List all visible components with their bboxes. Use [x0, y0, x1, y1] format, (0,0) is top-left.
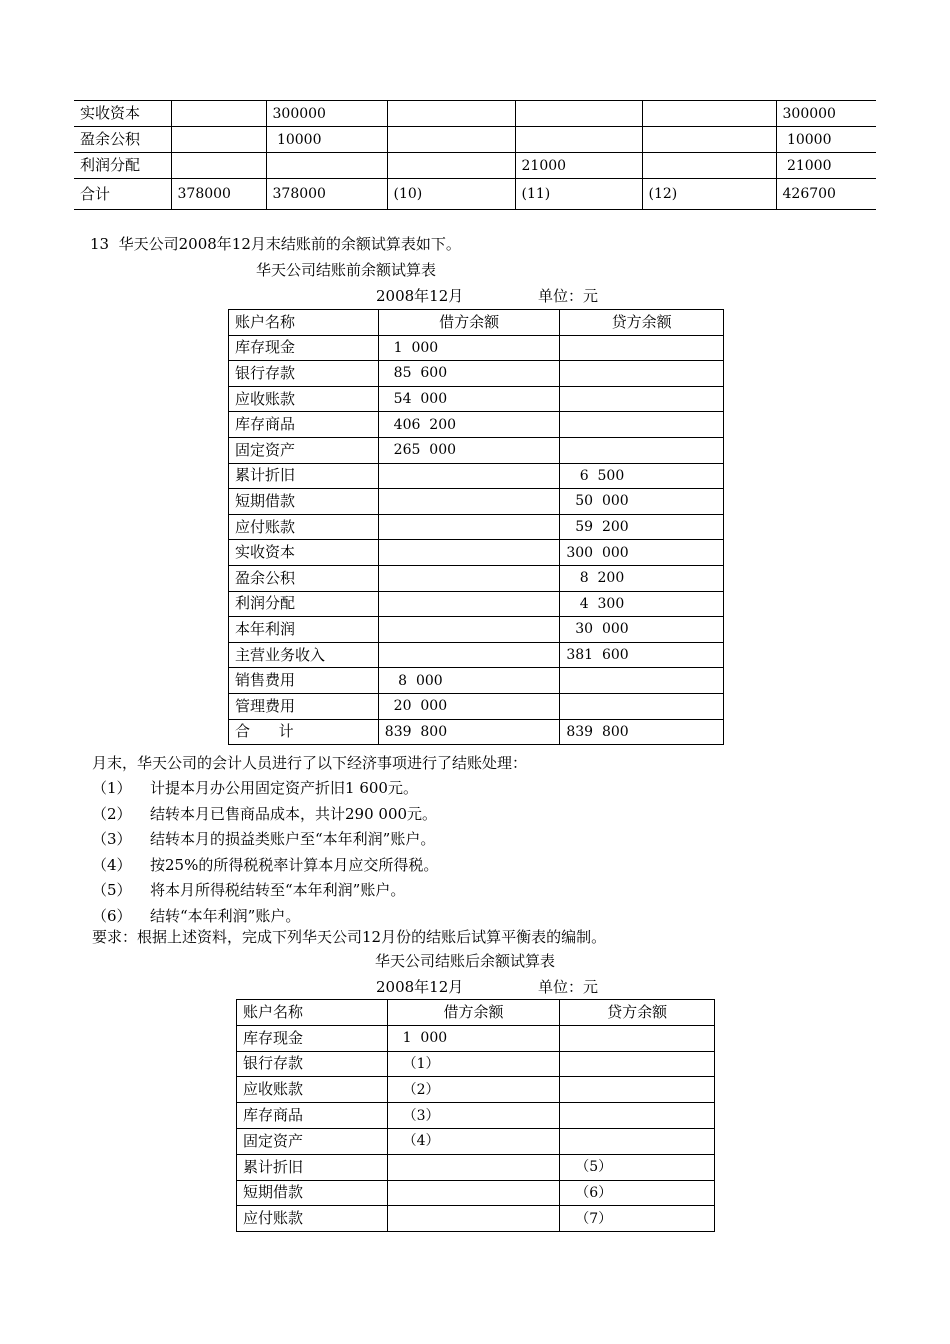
post-closing-period: 2008年12月	[376, 978, 464, 996]
credit-cell	[560, 668, 724, 694]
post-closing-table	[236, 999, 715, 1232]
credit-cell: 59 200	[560, 514, 724, 540]
account-name-cell: 固定资产	[237, 1128, 388, 1154]
value-cell: 10000	[266, 127, 387, 153]
credit-cell: 381 600	[560, 642, 724, 668]
debit-cell	[387, 1206, 560, 1232]
table-row	[229, 514, 724, 540]
account-name-cell: 实收资本	[74, 101, 171, 127]
debit-cell	[378, 463, 560, 489]
debit-cell	[378, 514, 560, 540]
value-cell: 21000	[776, 153, 876, 179]
debit-cell: （4）	[387, 1128, 560, 1154]
account-name-cell: 主营业务收入	[229, 642, 379, 668]
value-cell: (12)	[642, 179, 776, 210]
account-name-cell: 利润分配	[229, 591, 379, 617]
account-name-cell: 应收账款	[229, 386, 379, 412]
column-header: 借方余额	[378, 310, 560, 336]
account-name-cell: 银行存款	[237, 1051, 388, 1077]
value-cell: 300000	[266, 101, 387, 127]
header-row	[237, 1000, 715, 1026]
value-cell	[387, 153, 515, 179]
table-row	[229, 335, 724, 361]
table-row	[74, 179, 876, 210]
account-name-cell: 库存现金	[229, 335, 379, 361]
value-cell: 21000	[515, 153, 642, 179]
debit-cell	[378, 489, 560, 515]
value-cell: 10000	[776, 127, 876, 153]
value-cell	[642, 153, 776, 179]
value-cell	[387, 127, 515, 153]
table-row	[237, 1103, 715, 1129]
account-name-cell: 应付账款	[229, 514, 379, 540]
table-row	[229, 412, 724, 438]
credit-cell: 4 300	[560, 591, 724, 617]
account-name-cell: 固定资产	[229, 437, 379, 463]
column-header: 账户名称	[237, 1000, 388, 1026]
table-row	[237, 1077, 715, 1103]
pre-closing-table	[228, 309, 724, 745]
debit-cell: （2）	[387, 1077, 560, 1103]
credit-cell	[560, 361, 724, 387]
item-text: 计提本月办公用固定资产折旧1 600元。	[150, 779, 418, 797]
account-name-cell: 管理费用	[229, 693, 379, 719]
column-header: 借方余额	[387, 1000, 560, 1026]
requirement-text: 要求：根据上述资料，完成下列华天公司12月份的结账后试算平衡表的编制。	[92, 928, 607, 946]
debit-cell	[378, 591, 560, 617]
account-name-cell: 本年利润	[229, 617, 379, 643]
debit-cell	[378, 540, 560, 566]
table-row	[229, 642, 724, 668]
debit-cell: （3）	[387, 1103, 560, 1129]
account-name-cell: 利润分配	[74, 153, 171, 179]
value-cell	[171, 127, 266, 153]
value-cell	[171, 101, 266, 127]
debit-cell	[378, 642, 560, 668]
debit-cell: 265 000	[378, 437, 560, 463]
table-row	[74, 101, 876, 127]
item-number: （6）	[92, 907, 132, 925]
table-row	[229, 565, 724, 591]
account-name-cell: 实收资本	[229, 540, 379, 566]
value-cell	[642, 127, 776, 153]
column-header: 账户名称	[229, 310, 379, 336]
credit-cell: 8 200	[560, 565, 724, 591]
debit-cell	[387, 1154, 560, 1180]
table-row	[229, 693, 724, 719]
debit-cell	[378, 617, 560, 643]
account-name-cell: 库存商品	[237, 1103, 388, 1129]
debit-cell: 839 800	[378, 719, 560, 745]
column-header: 贷方余额	[560, 310, 724, 336]
account-name-cell: 短期借款	[229, 489, 379, 515]
value-cell	[515, 127, 642, 153]
credit-cell	[560, 386, 724, 412]
item-number: （5）	[92, 881, 132, 900]
credit-cell	[560, 1051, 715, 1077]
table-row	[229, 361, 724, 387]
value-cell: 300000	[776, 101, 876, 127]
credit-cell: 300 000	[560, 540, 724, 566]
credit-cell	[560, 335, 724, 361]
value-cell: 378000	[266, 179, 387, 210]
account-name-cell: 累计折旧	[237, 1154, 388, 1180]
credit-cell: （6）	[560, 1180, 715, 1206]
credit-cell: 50 000	[560, 489, 724, 515]
account-name-cell: 应收账款	[237, 1077, 388, 1103]
question-intro: 13 华天公司2008年12月末结账前的余额试算表如下。	[90, 235, 461, 253]
account-name-cell: 盈余公积	[229, 565, 379, 591]
value-cell: 378000	[171, 179, 266, 210]
table-row	[237, 1180, 715, 1206]
value-cell	[387, 101, 515, 127]
value-cell: (10)	[387, 179, 515, 210]
item-number: （4）	[92, 855, 132, 874]
credit-cell: 6 500	[560, 463, 724, 489]
account-name-cell: 库存商品	[229, 412, 379, 438]
table-row	[237, 1051, 715, 1077]
debit-cell: 406 200	[378, 412, 560, 438]
debit-cell: 20 000	[378, 693, 560, 719]
item-text: 结转本月已售商品成本，共计290 000元。	[150, 804, 438, 823]
item-number: （3）	[92, 830, 132, 849]
item-text: 结转本月的损益类账户至“本年利润”账户。	[150, 830, 436, 849]
value-cell	[266, 153, 387, 179]
account-name-cell: 累计折旧	[229, 463, 379, 489]
header-row	[229, 310, 724, 336]
table-row	[229, 489, 724, 515]
column-header: 贷方余额	[560, 1000, 715, 1026]
credit-cell: （5）	[560, 1154, 715, 1180]
table-row	[237, 1206, 715, 1232]
debit-cell: 85 600	[378, 361, 560, 387]
top-partial-table	[74, 100, 876, 210]
pre-closing-unit: 单位：元	[538, 287, 599, 305]
item-number: （1）	[92, 779, 132, 797]
credit-cell	[560, 1128, 715, 1154]
table-row	[229, 437, 724, 463]
table-row	[74, 153, 876, 179]
value-cell: (11)	[515, 179, 642, 210]
table-row	[237, 1025, 715, 1051]
account-name-cell: 短期借款	[237, 1180, 388, 1206]
debit-cell: 54 000	[378, 386, 560, 412]
account-name-cell: 盈余公积	[74, 127, 171, 153]
item-text: 将本月所得税结转至“本年利润”账户。	[150, 881, 406, 900]
credit-cell: 839 800	[560, 719, 724, 745]
table-row	[229, 591, 724, 617]
table-row	[229, 719, 724, 745]
table-row	[237, 1154, 715, 1180]
debit-cell: 8 000	[378, 668, 560, 694]
pre-closing-period: 2008年12月	[376, 287, 464, 305]
account-name-cell: 银行存款	[229, 361, 379, 387]
item-number: （2）	[92, 804, 132, 823]
table-row	[229, 668, 724, 694]
credit-cell	[560, 1077, 715, 1103]
table-row	[74, 127, 876, 153]
debit-cell	[378, 565, 560, 591]
account-name-cell: 合计	[74, 179, 171, 210]
credit-cell	[560, 693, 724, 719]
value-cell	[515, 101, 642, 127]
debit-cell: 1 000	[378, 335, 560, 361]
account-name-cell: 合 计	[229, 719, 379, 745]
month-end-text: 月末，华天公司的会计人员进行了以下经济事项进行了结账处理：	[92, 754, 528, 772]
credit-cell	[560, 437, 724, 463]
credit-cell: 30 000	[560, 617, 724, 643]
credit-cell	[560, 1025, 715, 1051]
account-name-cell: 应付账款	[237, 1206, 388, 1232]
debit-cell	[387, 1180, 560, 1206]
credit-cell: （7）	[560, 1206, 715, 1232]
pre-closing-title: 华天公司结账前余额试算表	[256, 261, 437, 279]
table-row	[229, 386, 724, 412]
table-row	[229, 463, 724, 489]
item-text: 按25%的所得税税率计算本月应交所得税。	[150, 855, 439, 874]
credit-cell	[560, 412, 724, 438]
account-name-cell: 库存现金	[237, 1025, 388, 1051]
credit-cell	[560, 1103, 715, 1129]
value-cell: 426700	[776, 179, 876, 210]
value-cell	[171, 153, 266, 179]
account-name-cell: 销售费用	[229, 668, 379, 694]
post-closing-unit: 单位：元	[538, 978, 599, 996]
table-row	[229, 540, 724, 566]
table-row	[237, 1128, 715, 1154]
value-cell	[642, 101, 776, 127]
debit-cell: （1）	[387, 1051, 560, 1077]
table-row	[229, 617, 724, 643]
debit-cell: 1 000	[387, 1025, 560, 1051]
post-closing-title: 华天公司结账后余额试算表	[375, 952, 556, 970]
item-text: 结转“本年利润”账户。	[150, 907, 301, 925]
